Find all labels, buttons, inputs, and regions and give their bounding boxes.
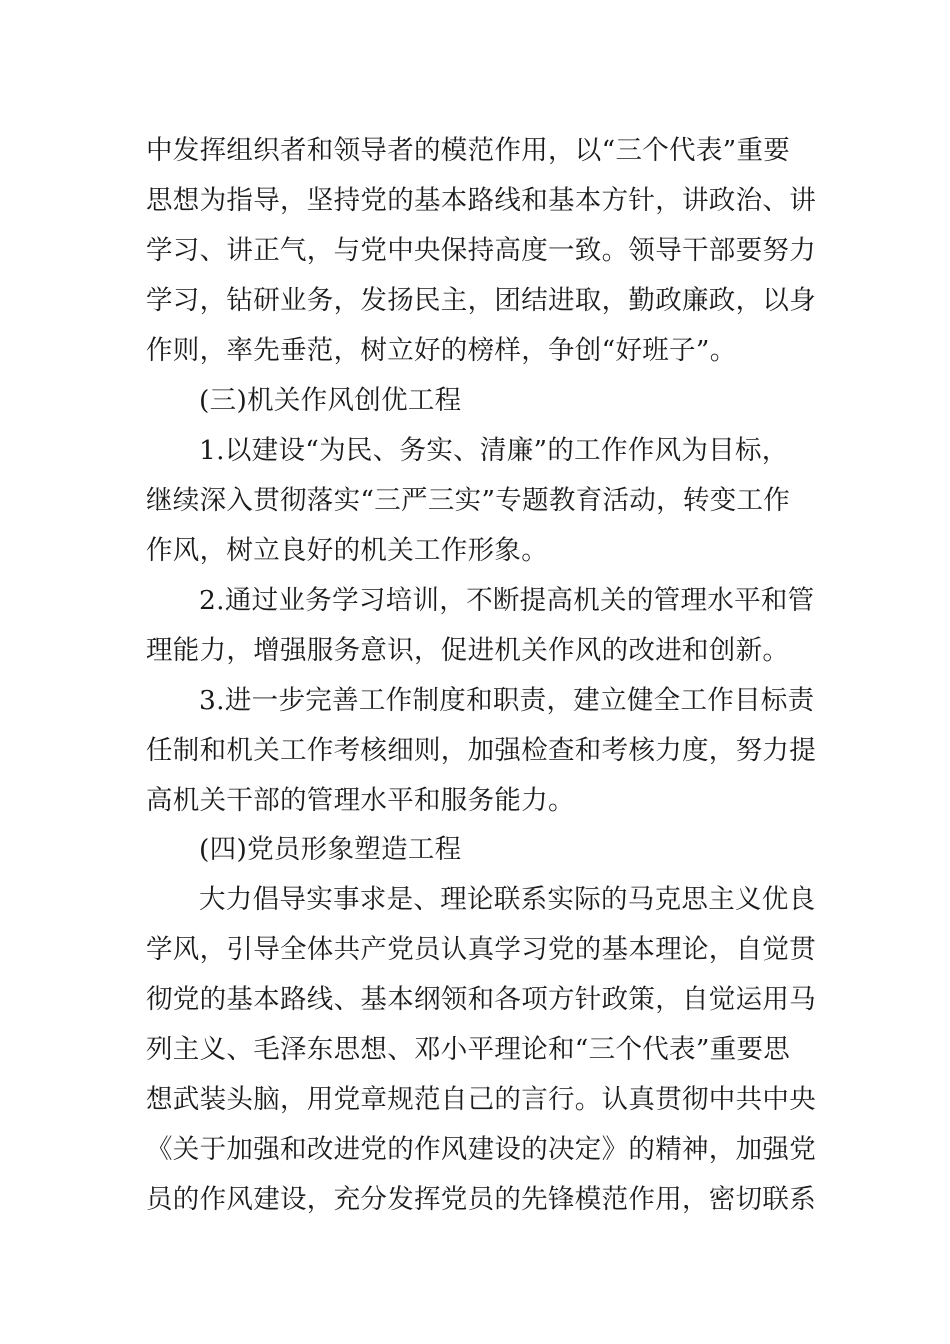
section-heading: (四)党员形象塑造工程 bbox=[199, 834, 462, 865]
text-line: 任制和机关工作考核细则，加强检查和考核力度，努力提 bbox=[146, 735, 816, 766]
text-line: 彻党的基本路线、基本纲领和各项方针政策，自觉运用马 bbox=[146, 984, 816, 1015]
text-line: 中发挥组织者和领导者的模范作用，以“三个代表”重要 bbox=[146, 135, 791, 166]
text-line: 理能力，增强服务意识，促进机关作风的改进和创新。 bbox=[146, 635, 790, 666]
text-line: 作则，率先垂范，树立好的榜样，争创“好班子”。 bbox=[146, 335, 737, 366]
section-heading: (三)机关作风创优工程 bbox=[199, 385, 462, 416]
text-line: 想武装头脑，用党章规范自己的言行。认真贯彻中共中央 bbox=[146, 1084, 816, 1115]
text-line: 列主义、毛泽东思想、邓小平理论和“三个代表”重要思 bbox=[146, 1034, 791, 1065]
text-line: 学风，引导全体共产党员认真学习党的基本理论，自觉贯 bbox=[146, 934, 816, 965]
text-line: 3.进一步完善工作制度和职责，建立健全工作目标责 bbox=[199, 685, 815, 716]
text-line: 2.通过业务学习培训，不断提高机关的管理水平和管 bbox=[199, 585, 815, 616]
text-line: 员的作风建设，充分发挥党员的先锋模范作用，密切联系 bbox=[146, 1184, 816, 1215]
text-line: 思想为指导，坚持党的基本路线和基本方针，讲政治、讲 bbox=[146, 185, 816, 216]
text-line: 学习、讲正气，与党中央保持高度一致。领导干部要努力 bbox=[146, 235, 816, 266]
text-line: 1.以建设“为民、务实、清廉”的工作作风为目标， bbox=[199, 435, 789, 466]
text-line: 作风，树立良好的机关工作形象。 bbox=[146, 535, 548, 566]
text-line: 高机关干部的管理水平和服务能力。 bbox=[146, 785, 575, 816]
text-line: 大力倡导实事求是、理论联系实际的马克思主义优良 bbox=[199, 884, 816, 915]
text-line: 继续深入贯彻落实“三严三实”专题教育活动，转变工作 bbox=[146, 485, 791, 516]
text-line: 《关于加强和改进党的作风建设的决定》的精神，加强党 bbox=[146, 1134, 816, 1165]
text-line: 学习，钻研业务，发扬民主，团结进取，勤政廉政，以身 bbox=[146, 285, 816, 316]
